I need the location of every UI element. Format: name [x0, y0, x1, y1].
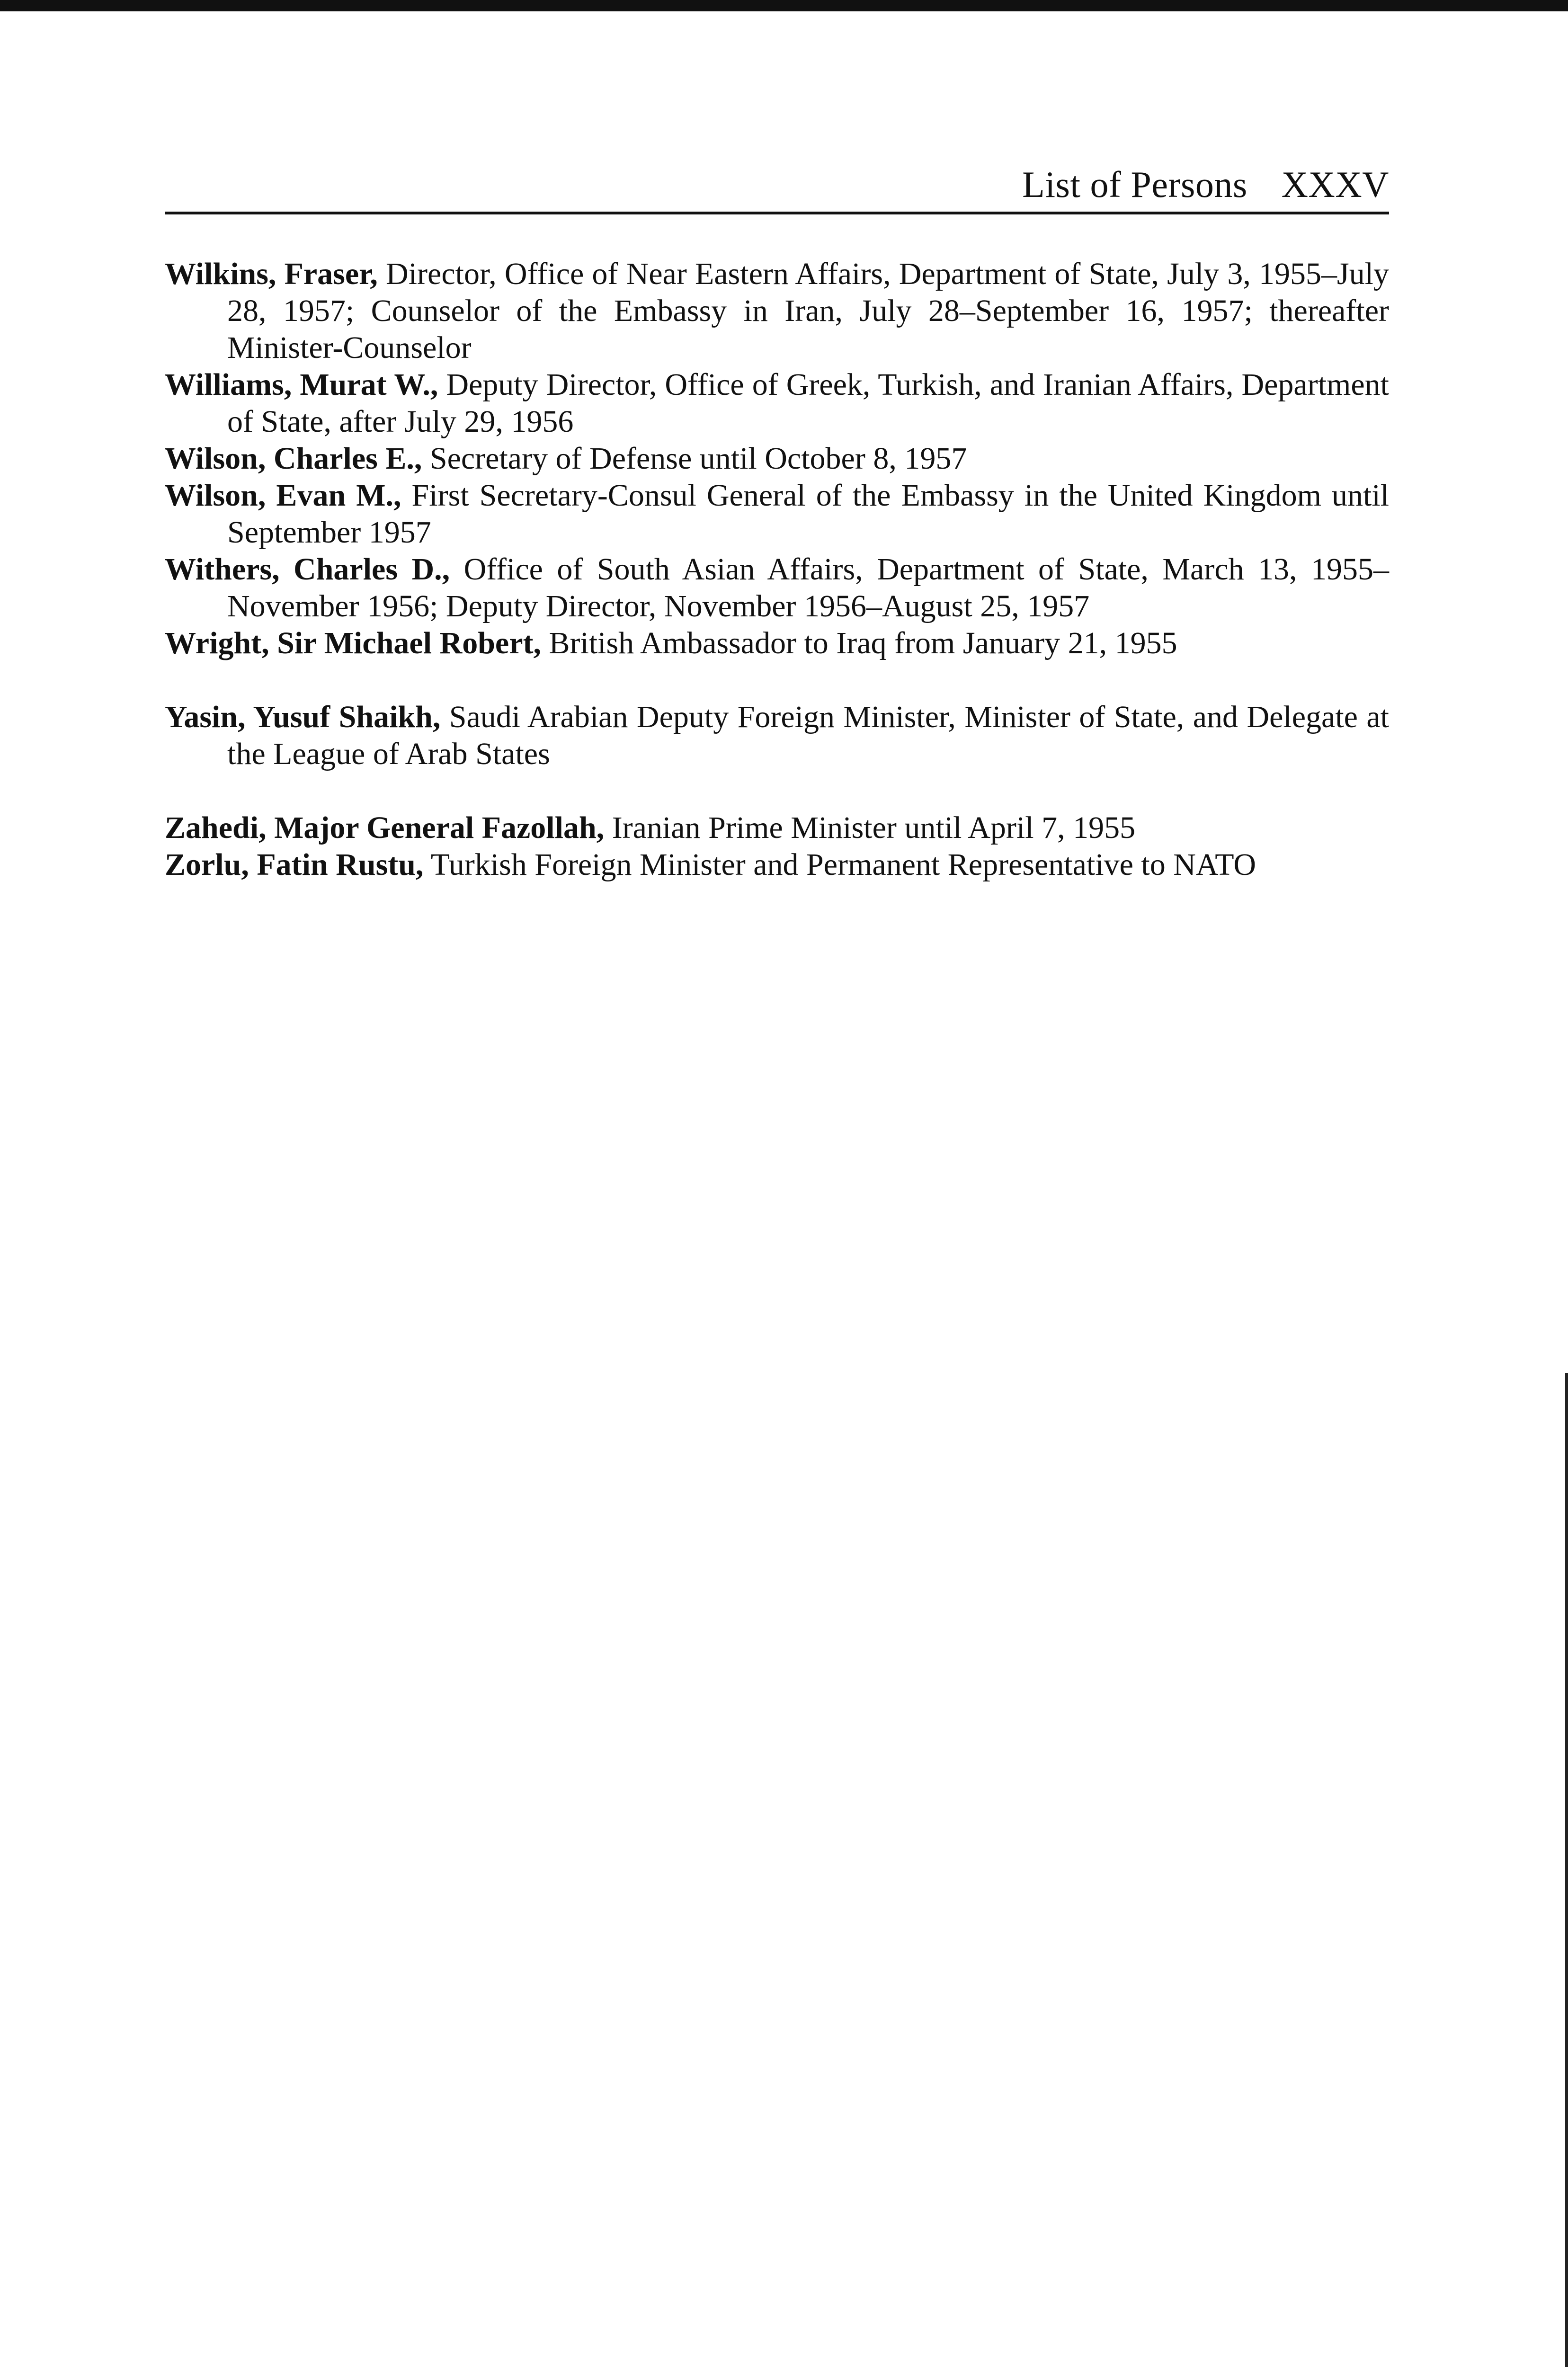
person-description: British Ambassador to Iraq from January 21, 1955 [549, 626, 1177, 660]
person-name: Zorlu, Fatin Rustu, [165, 847, 424, 882]
person-entry-zorlu [165, 846, 1389, 883]
person-description: Saudi Arabian Deputy Foreign Minister, Minister of State, and Delegate at the League of Arab States [227, 700, 1390, 771]
person-description: First Secretary-Consul General of the Embassy in the United Kingdom until September 1957 [227, 478, 1389, 550]
running-header [165, 163, 1389, 214]
person-description: Office of South Asian Affairs, Department of State, March 13, 1955–November 1956; Deputy Director, November 1956–August 25, 1957 [227, 552, 1389, 623]
running-head-title: List of Persons [1022, 164, 1247, 205]
persons-list [165, 256, 1389, 883]
running-title [1022, 163, 1389, 206]
letter-group-gap [165, 773, 1389, 810]
person-entry-wilson-charles [165, 440, 1389, 477]
person-name: Withers, Charles D., [165, 552, 450, 587]
person-entry-yasin [165, 699, 1389, 773]
page-number: XXXV [1281, 164, 1389, 205]
header-rule [165, 212, 1389, 214]
person-description: Secretary of Defense until October 8, 1957 [429, 441, 967, 476]
person-name: Williams, Murat W., [165, 367, 438, 402]
person-name: Wright, Sir Michael Robert, [165, 626, 541, 660]
letter-group-gap [165, 662, 1389, 699]
person-entry-wilkins [165, 256, 1389, 366]
person-entry-zahedi [165, 810, 1389, 846]
person-description: Iranian Prime Minister until April 7, 1955 [612, 810, 1136, 845]
person-name: Wilson, Evan M., [165, 478, 401, 513]
person-entry-wilson-evan [165, 477, 1389, 551]
person-name: Yasin, Yusuf Shaikh, [165, 700, 441, 734]
person-name: Wilson, Charles E., [165, 441, 422, 476]
person-name: Zahedi, Major General Fazollah, [165, 810, 605, 845]
person-name: Wilkins, Fraser, [165, 257, 378, 291]
person-description: Deputy Director, Office of Greek, Turkish, and Iranian Affairs, Department of State, after July 29, 1956 [227, 367, 1390, 439]
person-entry-wright [165, 625, 1389, 662]
person-description: Director, Office of Near Eastern Affairs, Department of State, July 3, 1955–July 28, 1957; Counselor of the Embassy in Iran, July 28–September 16, 1957; thereafter Minister-Counselor [227, 257, 1389, 365]
scan-right-edge [1565, 1373, 1568, 2367]
scan-top-edge [0, 0, 1568, 11]
person-description: Turkish Foreign Minister and Permanent Representative to NATO [430, 847, 1256, 882]
person-entry-williams [165, 366, 1389, 440]
person-entry-withers [165, 551, 1389, 625]
